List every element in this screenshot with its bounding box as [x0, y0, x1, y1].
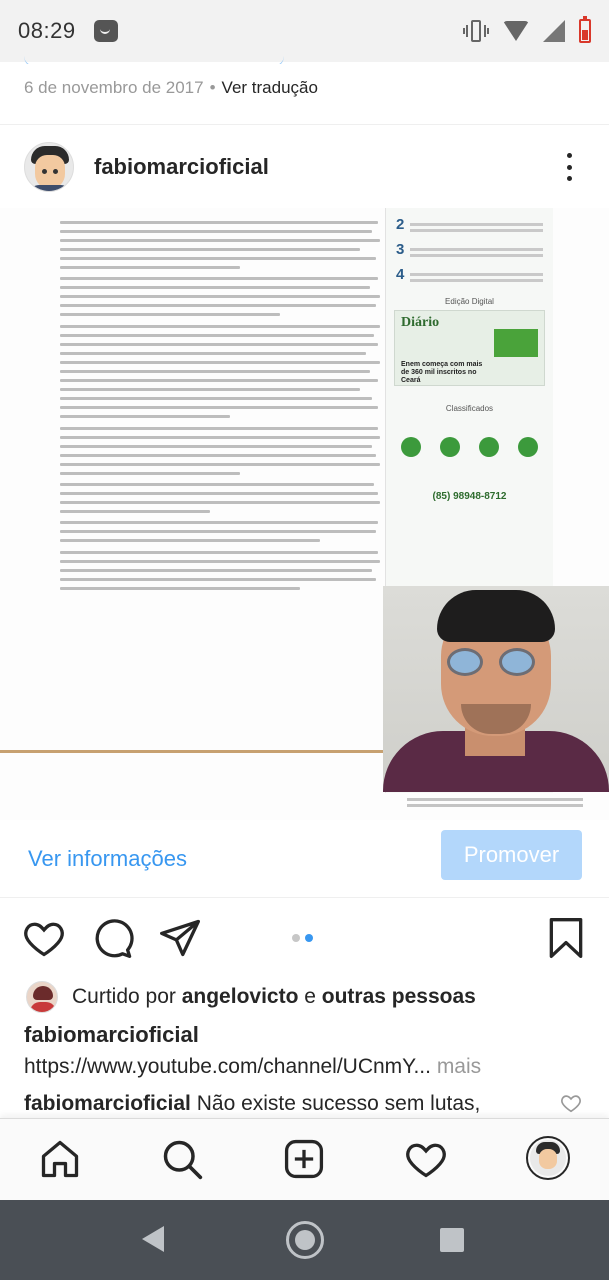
comment-text: Não existe sucesso sem lutas,	[190, 1092, 481, 1115]
comment-preview	[24, 1092, 564, 1116]
sidebar-number: 3	[396, 241, 405, 258]
likes-prefix: Curtido por	[72, 985, 182, 1008]
portrait-photo	[383, 586, 609, 792]
newspaper-cover	[394, 310, 545, 386]
previous-post-meta	[24, 78, 318, 98]
newspaper-article-text	[50, 208, 380, 820]
status-bar	[0, 0, 609, 62]
page-fold-line	[0, 750, 383, 753]
heart-icon[interactable]	[22, 916, 66, 960]
status-time: 08:29	[18, 18, 76, 43]
photo-caption	[407, 798, 583, 801]
status-icons	[463, 19, 591, 43]
home-button-icon[interactable]	[286, 1221, 324, 1259]
previous-post-caption-tail	[24, 56, 324, 64]
notification-icon	[94, 20, 118, 42]
comment-icon[interactable]	[90, 916, 134, 960]
likes-conjunction: e	[298, 985, 322, 1008]
post-actions	[0, 906, 609, 972]
cell-signal-icon	[543, 20, 565, 42]
back-icon[interactable]	[142, 1226, 164, 1252]
separator-dot: •	[209, 78, 216, 97]
recent-apps-icon[interactable]	[440, 1228, 464, 1252]
wifi-icon	[503, 21, 529, 41]
comment-heart-icon[interactable]	[560, 1092, 582, 1114]
newspaper-headline: Enem começa com mais de 360 mil inscritos no Ceará	[401, 361, 483, 384]
post-image[interactable]	[0, 208, 609, 820]
post-header	[0, 124, 609, 208]
search-icon[interactable]	[160, 1137, 204, 1181]
caption-more-link[interactable]: mais	[430, 1055, 482, 1078]
bookmark-icon[interactable]	[544, 916, 588, 960]
digital-edition-label: Edição Digital	[445, 297, 494, 306]
share-icon[interactable]	[158, 916, 202, 960]
classified-icons	[392, 437, 547, 457]
likes-summary[interactable]	[26, 980, 476, 1014]
caption-username[interactable]: fabiomarcioficial	[24, 1022, 199, 1047]
more-options-icon[interactable]	[567, 153, 573, 181]
add-post-icon[interactable]	[282, 1137, 326, 1181]
carousel-indicator	[292, 934, 313, 942]
home-icon[interactable]	[38, 1137, 82, 1181]
profile-avatar[interactable]	[526, 1136, 570, 1180]
newspaper-logo: Diário	[401, 315, 440, 330]
post-author-avatar[interactable]	[24, 142, 74, 192]
view-insights-link[interactable]: Ver informações	[28, 846, 187, 871]
previous-post-date: 6 de novembro de 2017	[24, 78, 204, 97]
post-author-username[interactable]: fabiomarcioficial	[94, 153, 269, 179]
bottom-navigation	[0, 1118, 609, 1200]
vibrate-icon	[463, 20, 489, 42]
see-translation-link[interactable]: Ver tradução	[221, 78, 318, 97]
system-navigation-bar	[0, 1200, 609, 1280]
liker-username[interactable]: angelovicto	[181, 985, 299, 1008]
battery-low-icon	[579, 19, 591, 43]
activity-heart-icon[interactable]	[404, 1137, 448, 1181]
promote-button[interactable]: Promover	[441, 830, 582, 880]
comment-username[interactable]: fabiomarcioficial	[24, 1092, 191, 1115]
sidebar-number: 2	[396, 216, 405, 233]
liker-avatar	[26, 981, 58, 1013]
post-insights-row	[0, 820, 609, 898]
likes-others[interactable]: outras pessoas	[321, 985, 476, 1008]
sidebar-number: 4	[396, 266, 405, 283]
whatsapp-phone: (85) 98948-8712	[432, 491, 507, 502]
caption-link[interactable]: https://www.youtube.com/channel/UCnmY...	[24, 1055, 431, 1078]
classified-label: Classificados	[445, 404, 494, 413]
caption-text	[24, 1055, 481, 1079]
